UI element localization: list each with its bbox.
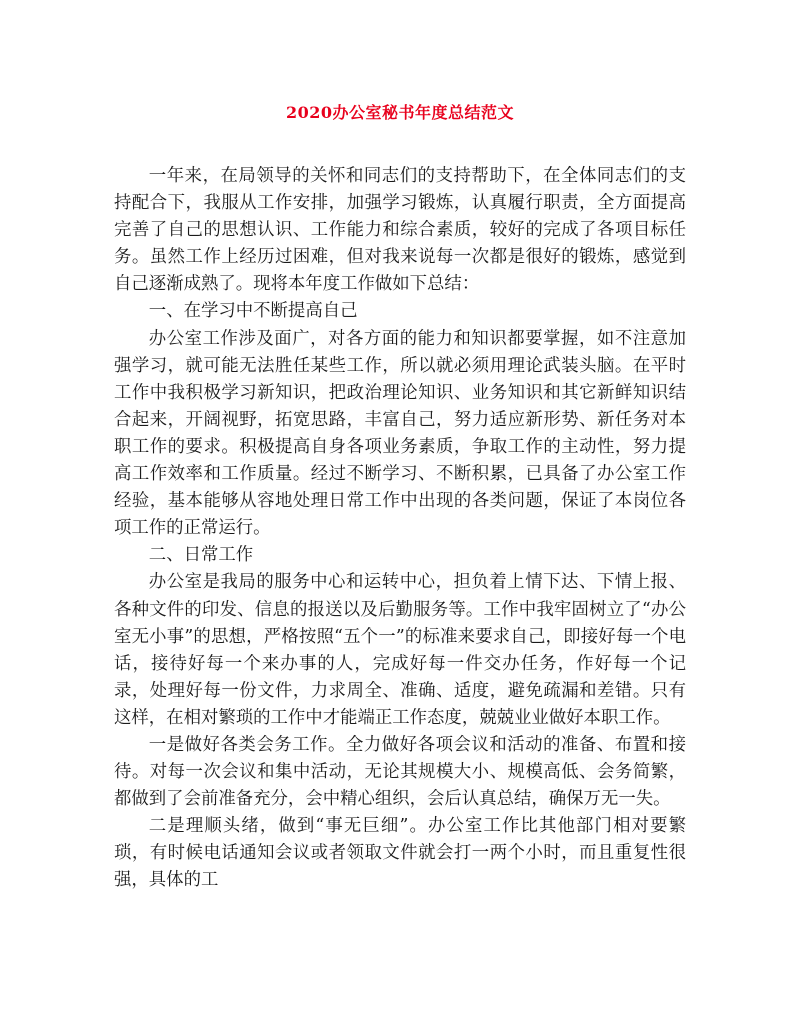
paragraph-details: 二是理顺头绪，做到“事无巨细”。办公室工作比其他部门相对要繁琐，有时候电话通知会议或者领取文件就会打一两个小时，而且重复性很强，具体的工 <box>114 816 686 891</box>
paragraph-intro: 一年来，在局领导的关怀和同志们的支持帮助下，在全体同志们的支持配合下，我服从工作安排，加强学习锻炼，认真履行职责，全方面提高完善了自己的思想认识、工作能力和综合素质，较好的完成了各项目标任务。虽然工作上经历过困难，但对我来说每一次都是很好的锻炼，感觉到自己逐渐成熟了。现将本年度工作做如下总结： <box>114 166 686 295</box>
section-heading-daily-work: 二、日常工作 <box>148 545 254 566</box>
document-body <box>114 163 686 895</box>
section-heading-study: 一、在学习中不断提高自己 <box>148 301 358 322</box>
paragraph-daily-work: 办公室是我局的服务中心和运转中心，担负着上情下达、下情上报、各种文件的印发、信息的报送以及后勤服务等。工作中我牢固树立了“办公室无小事”的思想，严格按照“五个一”的标准来要求自己，即接好每一个电话，接待好每一个来办事的人，完成好每一件交办任务，作好每一个记录，处理好每一份文件，力求周全、准确、适度，避免疏漏和差错。只有这样，在相对繁琐的工作中才能端正工作态度，兢兢业业做好本职工作。 <box>114 572 686 728</box>
document-title: 2020办公室秘书年度总结范文 <box>285 103 515 122</box>
paragraph-study: 办公室工作涉及面广，对各方面的能力和知识都要掌握，如不注意加强学习，就可能无法胜任某些工作，所以就必须用理论武装头脑。在平时工作中我积极学习新知识，把政治理论知识、业务知识和其它新鲜知识结合起来，开阔视野，拓宽思路，丰富自己，努力适应新形势、新任务对本职工作的要求。积极提高自身各项业务素质，争取工作的主动性，努力提高工作效率和工作质量。经过不断学习、不断积累，已具备了办公室工作经验，基本能够从容地处理日常工作中出现的各类问题，保证了本岗位各项工作的正常运行。 <box>114 328 686 539</box>
paragraph-meetings: 一是做好各类会务工作。全力做好各项会议和活动的准备、布置和接待。对每一次会议和集中活动，无论其规模大小、规模高低、会务简繁，都做到了会前准备充分，会中精心组织，会后认真总结，确保万无一失。 <box>114 734 686 810</box>
